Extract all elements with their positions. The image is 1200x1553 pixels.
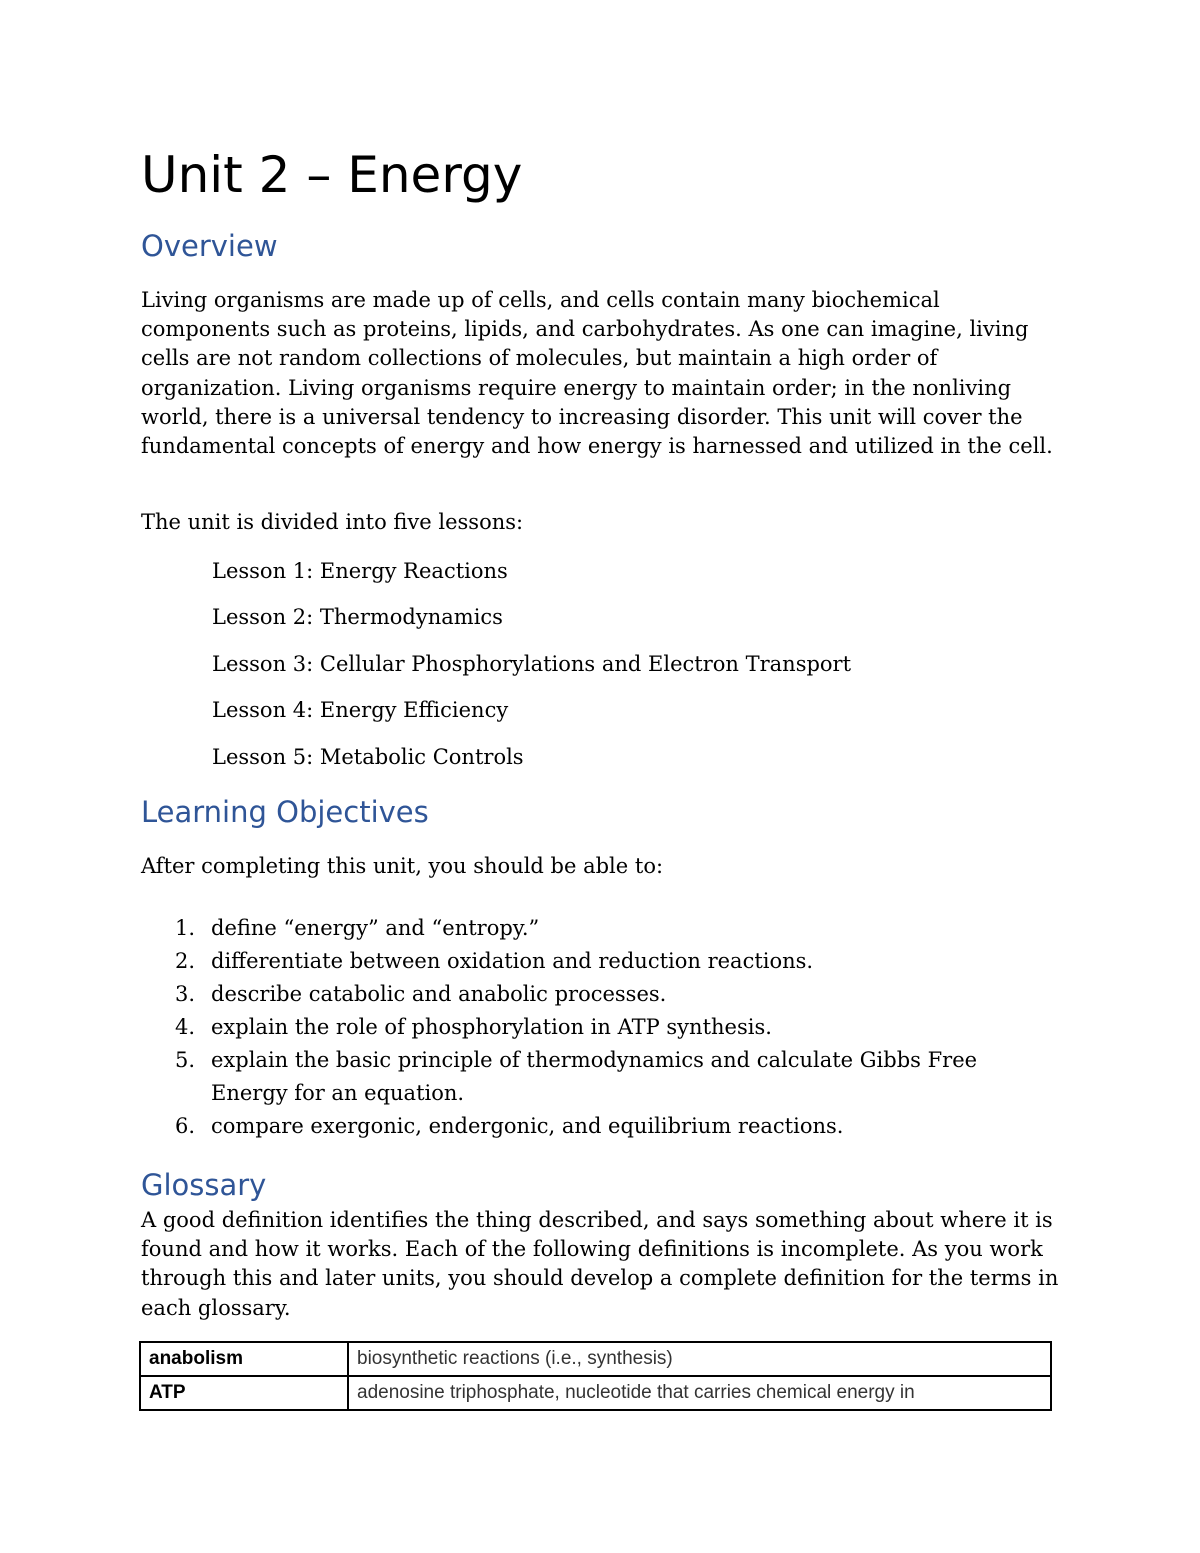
lesson-item: Lesson 3: Cellular Phosphorylations and Electron Transport <box>212 652 852 676</box>
table-row <box>140 1376 1051 1410</box>
glossary-intro: A good definition identifies the thing described, and says something about where it is found and how it works. Each of the following definitions is incomplete. As you work through this and later units, you should develop a complete definition for the terms in each glossary. <box>141 1208 1059 1320</box>
objective-text: compare exergonic, endergonic, and equilibrium reactions. <box>211 1114 844 1138</box>
objectives-heading: Learning Objectives <box>141 795 429 829</box>
objective-item <box>141 978 1041 1011</box>
objective-text: explain the role of phosphorylation in ATP synthesis. <box>211 1015 772 1039</box>
objective-number: 5. <box>175 1048 196 1072</box>
lesson-item: Lesson 4: Energy Efficiency <box>212 698 509 722</box>
objectives-intro: After completing this unit, you should be able to: <box>141 854 664 878</box>
page-title: Unit 2 – Energy <box>141 146 523 204</box>
objective-item <box>141 912 1041 945</box>
objective-text: explain the basic principle of thermodynamics and calculate Gibbs Free Energy for an equation. <box>211 1048 978 1105</box>
objective-text: differentiate between oxidation and reduction reactions. <box>211 949 814 973</box>
overview-heading: Overview <box>141 229 278 263</box>
objective-item <box>141 945 1041 978</box>
glossary-heading: Glossary <box>141 1168 267 1202</box>
objectives-list <box>141 912 1041 1143</box>
glossary-definition: biosynthetic reactions (i.e., synthesis) <box>348 1342 1051 1376</box>
objective-number: 2. <box>175 949 196 973</box>
objective-item <box>141 1044 1041 1110</box>
objective-text: define “energy” and “entropy.” <box>211 916 540 940</box>
lesson-item: Lesson 2: Thermodynamics <box>212 605 503 629</box>
glossary-term: ATP <box>140 1376 348 1410</box>
objective-item <box>141 1110 1041 1143</box>
glossary-table <box>139 1341 1052 1411</box>
lesson-item: Lesson 1: Energy Reactions <box>212 559 508 583</box>
glossary-term: anabolism <box>140 1342 348 1376</box>
glossary-definition: adenosine triphosphate, nucleotide that carries chemical energy in <box>348 1376 1051 1410</box>
overview-paragraph: Living organisms are made up of cells, and cells contain many biochemical components such as proteins, lipids, and carbohydrates. As one can imagine, living cells are not random collections of molecules, but maintain a high order of organization. Living organisms require energy to maintain order; in the nonliving world, there is a universal tendency to increasing disorder. This unit will cover the fundamental concepts of energy and how energy is harnessed and utilized in the cell. <box>141 288 1053 459</box>
objective-number: 1. <box>175 916 196 940</box>
lessons-intro: The unit is divided into five lessons: <box>141 510 524 534</box>
lesson-item: Lesson 5: Metabolic Controls <box>212 745 524 769</box>
table-row <box>140 1342 1051 1376</box>
objective-number: 6. <box>175 1114 196 1138</box>
objective-item <box>141 1011 1041 1044</box>
objective-number: 4. <box>175 1015 196 1039</box>
objective-text: describe catabolic and anabolic processes. <box>211 982 667 1006</box>
objective-number: 3. <box>175 982 196 1006</box>
